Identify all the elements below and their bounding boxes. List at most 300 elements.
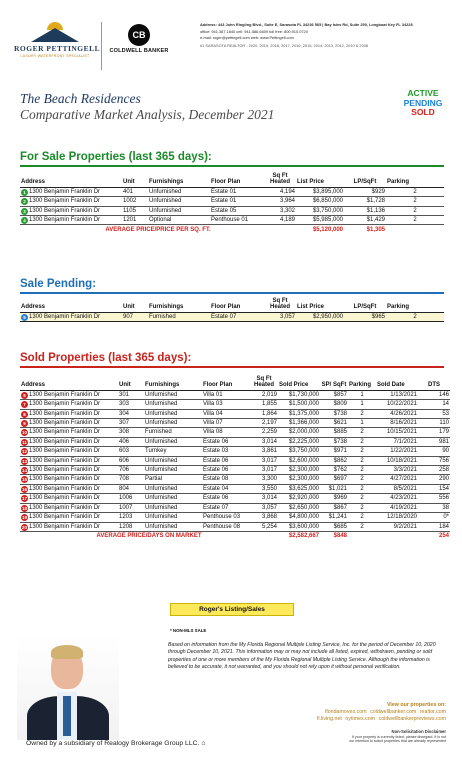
listing-number-badge: 4 [21, 217, 28, 224]
price-cell: $3,895,000 [296, 187, 344, 196]
parking-cell: 2 [348, 466, 376, 475]
site-link[interactable]: fl.living.net [316, 716, 342, 722]
col-header: Parking [386, 173, 444, 187]
col-header: Sq Ft Heated [264, 298, 296, 312]
floor-plan-cell: Estate 07 [202, 503, 250, 512]
unit-cell: 907 [122, 312, 148, 321]
page-subtitle: Comparative Market Analysis, December 2021 [20, 107, 275, 122]
sold-date-cell: 1/22/2021 [376, 447, 418, 456]
sold-date-cell: 8/5/2021 [376, 484, 418, 493]
price-per-sqft-cell: $738 [320, 437, 348, 446]
floor-plan-cell: Villa 04 [202, 409, 250, 418]
furnishings-cell: Turnkey [144, 447, 202, 456]
floor-plan-cell: Villa 01 [202, 390, 250, 399]
furnishings-cell: Unfurnished [148, 197, 210, 206]
address-text: 1300 Benjamin Franklin Dr [29, 188, 101, 195]
listing-number-badge: 11 [22, 439, 27, 445]
sold-date-cell: 3/3/2021 [376, 466, 418, 475]
table-row [20, 400, 450, 409]
col-header: List Price [296, 173, 344, 187]
unit-cell: 303 [118, 400, 144, 409]
listing-number-badge: 19 [21, 515, 27, 521]
col-header: DTS [418, 376, 450, 390]
days-to-sell-cell: 756 [418, 456, 450, 465]
price-cell: $3,625,000 [278, 484, 320, 493]
price-per-sqft-cell: $697 [320, 475, 348, 484]
sites-row [294, 709, 446, 716]
address-text: 1300 Benjamin Franklin Dr [29, 523, 101, 530]
address-text: 1300 Benjamin Franklin Dr [29, 429, 101, 436]
parking-cell: 1 [348, 419, 376, 428]
address-cell [20, 466, 118, 475]
listing-number-badge: 13 [21, 458, 27, 464]
sqft-cell: 3,014 [250, 437, 278, 446]
col-header: Sq Ft Heated [264, 173, 296, 187]
address-text: 1300 Benjamin Franklin Dr [29, 457, 101, 464]
table-row [20, 206, 444, 215]
days-to-sell-cell: 154 [418, 484, 450, 493]
price-cell: $1,730,000 [278, 390, 320, 399]
sold-rule [20, 366, 444, 368]
price-per-sqft-cell: $1,136 [344, 206, 386, 215]
price-cell: $2,650,000 [278, 503, 320, 512]
unit-cell: 804 [118, 484, 144, 493]
days-to-sell-cell: 14 [418, 400, 450, 409]
address-cell [20, 428, 118, 437]
unit-cell: 301 [118, 390, 144, 399]
listing-number-badge: 18 [21, 505, 27, 511]
unit-cell: 1208 [118, 522, 144, 531]
col-header: Furnishings [144, 376, 202, 390]
sqft-cell: 3,302 [264, 206, 296, 215]
furnishings-cell: Unfurnished [148, 187, 210, 196]
sold-heading: Sold Properties (last 365 days): [20, 352, 192, 364]
address-cell [20, 419, 118, 428]
sqft-cell: 3,017 [250, 466, 278, 475]
listing-number-badge: 2 [21, 198, 28, 205]
site-link[interactable]: coldwellbanker.com [370, 709, 417, 715]
unit-cell: 1203 [118, 513, 144, 522]
property-sites [294, 702, 446, 723]
sold-date-cell: 4/26/2021 [376, 409, 418, 418]
floor-plan-cell: Estate 06 [202, 466, 250, 475]
floor-plan-cell: Estate 05 [210, 206, 264, 215]
days-to-sell-cell: 981 [418, 437, 450, 446]
col-header: Parking [386, 298, 444, 312]
price-per-sqft-cell: $969 [320, 494, 348, 503]
table-row [20, 216, 444, 225]
legend-pending: PENDING [403, 97, 443, 108]
price-cell: $1,366,000 [278, 419, 320, 428]
price-per-sqft-cell: $1,241 [320, 513, 348, 522]
price-cell: $3,750,000 [296, 206, 344, 215]
price-cell: $2,000,000 [278, 428, 320, 437]
unit-cell: 1105 [122, 206, 148, 215]
address-text: 1300 Benjamin Franklin Dr [29, 420, 101, 427]
coldwell-banker-logo [106, 22, 172, 54]
address-text: 1300 Benjamin Franklin Dr [29, 495, 101, 502]
price-cell: $6,850,000 [296, 197, 344, 206]
furnishings-cell: Partial [144, 475, 202, 484]
furnishings-cell: Unfurnished [148, 206, 210, 215]
col-header: Unit [122, 173, 148, 187]
listing-number-badge: 9 [21, 420, 28, 427]
sqft-cell: 1,864 [250, 409, 278, 418]
site-link[interactable]: realtor.com [419, 709, 446, 715]
listing-number-badge: 20 [21, 524, 27, 530]
listing-number-badge: 3 [21, 208, 28, 215]
address-cell [20, 513, 118, 522]
sold-date-cell: 9/2/2021 [376, 522, 418, 531]
address-text: 1300 Benjamin Franklin Dr [29, 217, 101, 224]
cb-name: COLDWELL BANKER [109, 48, 169, 54]
col-header: Floor Plan [202, 376, 250, 390]
floor-plan-cell: Estate 06 [202, 494, 250, 503]
sold-date-cell: 10/18/2021 [376, 456, 418, 465]
days-to-sell-cell: 290 [418, 475, 450, 484]
sqft-cell: 2,197 [250, 419, 278, 428]
furnishings-cell: Unfurnished [144, 494, 202, 503]
average-label: AVERAGE PRICE/PRICE PER SQ. FT. [105, 226, 211, 233]
price-per-sqft-cell: $929 [344, 187, 386, 196]
cb-seal-icon: CB [128, 24, 150, 46]
furnishings-cell: Unfurnished [144, 484, 202, 493]
logo-divider [101, 22, 102, 70]
mountain-sun-icon [25, 22, 85, 42]
nsd-line: our intention to solicit properties that are already represented [349, 739, 446, 744]
address-text: 1300 Benjamin Franklin Dr [29, 207, 101, 214]
legend-sold: SOLD [411, 107, 435, 117]
listing-number-badge: 8 [21, 411, 28, 418]
ownership-note [26, 740, 205, 747]
col-header: Sold Date [376, 376, 418, 390]
table-row [20, 187, 444, 196]
price-per-sqft-cell: $885 [320, 428, 348, 437]
price-per-sqft-cell: $1,728 [344, 197, 386, 206]
furnishings-cell: Unfurnished [144, 522, 202, 531]
average-price: $2,582,667 [288, 533, 319, 540]
parking-cell: 2 [348, 437, 376, 446]
floor-plan-cell: Estate 08 [202, 475, 250, 484]
days-to-sell-cell: 110 [418, 419, 450, 428]
view-properties-heading: View our properties on: [386, 702, 446, 708]
for-sale-table [20, 173, 444, 234]
parking-cell: 2 [348, 513, 376, 522]
days-to-sell-cell: 146 [418, 390, 450, 399]
price-per-sqft-cell: $862 [320, 456, 348, 465]
listing-number-badge: 5 [21, 314, 28, 321]
days-to-sell-cell: 90 [418, 447, 450, 456]
average-label: AVERAGE PRICE/DAYS ON MARKET [96, 533, 202, 540]
price-per-sqft-cell: $738 [320, 409, 348, 418]
sqft-cell: 3,964 [264, 197, 296, 206]
unit-cell: 1006 [118, 494, 144, 503]
sold-date-cell: 1/13/2021 [376, 390, 418, 399]
furnishings-cell: Optional [148, 216, 210, 225]
parking-cell: 2 [348, 522, 376, 531]
price-cell: $2,950,000 [296, 312, 344, 321]
price-cell: $3,600,000 [278, 522, 320, 531]
col-header: Furnishings [148, 298, 210, 312]
furnishings-cell: Furnished [144, 428, 202, 437]
contact-block [200, 22, 458, 49]
floor-plan-cell: Estate 01 [210, 197, 264, 206]
floor-plan-cell: Penthouse 08 [202, 522, 250, 531]
furnishings-cell: Unfurnished [144, 503, 202, 512]
table-row [20, 522, 450, 531]
col-header: Floor Plan [210, 298, 264, 312]
unit-cell: 307 [118, 419, 144, 428]
address-cell [20, 197, 122, 206]
table-row [20, 428, 450, 437]
address-cell [20, 484, 118, 493]
price-per-sqft-cell: $857 [320, 390, 348, 399]
unit-cell: 606 [118, 456, 144, 465]
address-cell [20, 456, 118, 465]
sold-date-cell: 12/18/2020 [376, 513, 418, 522]
non-mls-note: * NON-MLS SALE [170, 628, 207, 633]
agent-photo [17, 634, 119, 740]
price-per-sqft-cell: $971 [320, 447, 348, 456]
parking-cell: 2 [386, 197, 444, 206]
furnishings-cell: Unfurnished [144, 419, 202, 428]
price-cell: $3,750,000 [278, 447, 320, 456]
sqft-cell: 3,550 [250, 484, 278, 493]
sqft-cell: 2,259 [250, 428, 278, 437]
page-title: The Beach Residences [20, 91, 141, 106]
address-cell [20, 216, 122, 225]
parking-cell: 2 [348, 484, 376, 493]
table-row [20, 484, 450, 493]
unit-cell: 1007 [118, 503, 144, 512]
col-header: Unit [122, 298, 148, 312]
furnishings-cell: Unfurnished [144, 409, 202, 418]
parking-cell: 2 [348, 447, 376, 456]
address-text: 1300 Benjamin Franklin Dr [29, 438, 101, 445]
table-row [20, 390, 450, 399]
unit-cell: 1201 [122, 216, 148, 225]
unit-cell: 308 [118, 428, 144, 437]
table-row [20, 494, 450, 503]
contact-address: Address: 443 John Ringling Blvd., Suite E, Sarasota FL 34236 565 | Bay Isles Rd, Suite 250, Longboat Key FL 34228 [200, 22, 413, 27]
col-header: LP/SqFt [344, 298, 386, 312]
sqft-cell: 2,019 [250, 390, 278, 399]
site-link[interactable]: coldwellbankerpreviews.com [378, 716, 446, 722]
parking-cell: 2 [348, 428, 376, 437]
listing-number-badge: 16 [21, 486, 27, 492]
furnishings-cell: Unfurnished [144, 400, 202, 409]
pending-table [20, 298, 444, 322]
roger-pettingell-logo [14, 22, 101, 58]
listing-number-badge: 14 [21, 468, 27, 474]
address-cell [20, 494, 118, 503]
address-text: 1300 Benjamin Franklin Dr [29, 485, 101, 492]
address-text: 1300 Benjamin Franklin Dr [29, 467, 101, 474]
non-solicitation-disclaimer [294, 730, 446, 744]
furnishings-cell: Furnished [148, 312, 210, 321]
table-header [20, 376, 450, 390]
listing-number-badge: 10 [21, 430, 27, 436]
parking-cell: 2 [348, 503, 376, 512]
average-days-to-sell: 254 [438, 533, 449, 540]
furnishings-cell: Unfurnished [144, 513, 202, 522]
sold-date-cell: 4/19/2021 [376, 503, 418, 512]
sold-date-cell: 10/22/2021 [376, 400, 418, 409]
average-row [20, 531, 450, 540]
col-header: Sold Price [278, 376, 320, 390]
floor-plan-cell: Estate 03 [202, 447, 250, 456]
average-row [20, 225, 444, 234]
address-text: 1300 Benjamin Franklin Dr [29, 401, 101, 408]
address-text: 1300 Benjamin Franklin Dr [29, 504, 101, 511]
average-price-per-sqft: $1,305 [366, 226, 385, 233]
days-to-sell-cell: 53 [418, 409, 450, 418]
table-row [20, 513, 450, 522]
col-header: Furnishings [148, 173, 210, 187]
unit-cell: 304 [118, 409, 144, 418]
col-header: Floor Plan [210, 173, 264, 187]
site-link[interactable]: nytimes.com [345, 716, 376, 722]
price-cell: $1,375,000 [278, 409, 320, 418]
price-cell: $2,600,000 [278, 456, 320, 465]
parking-cell: 2 [386, 206, 444, 215]
unit-cell: 708 [118, 475, 144, 484]
legend-active: ACTIVE [407, 88, 439, 98]
address-text: 1300 Benjamin Franklin Dr [29, 391, 101, 398]
address-text: 1300 Benjamin Franklin Dr [29, 313, 101, 320]
unit-cell: 706 [118, 466, 144, 475]
address-cell [20, 522, 118, 531]
table-row [20, 466, 450, 475]
address-cell [20, 437, 118, 446]
empty-cell [386, 225, 444, 234]
listing-number-badge: 1 [21, 189, 28, 196]
unit-cell: 401 [122, 187, 148, 196]
unit-cell: 406 [118, 437, 144, 446]
address-cell [20, 475, 118, 484]
floor-plan-cell: Villa 08 [202, 428, 250, 437]
brand-tagline: LUXURY WATERFRONT SPECIALIST [20, 54, 90, 58]
status-legend [398, 89, 448, 118]
unit-cell: 1002 [122, 197, 148, 206]
price-per-sqft-cell: $1,429 [344, 216, 386, 225]
sold-date-cell: 4/23/2021 [376, 494, 418, 503]
sqft-cell: 1,855 [250, 400, 278, 409]
address-text: 1300 Benjamin Franklin Dr [29, 410, 101, 417]
days-to-sell-cell: 258 [418, 466, 450, 475]
floor-plan-cell: Villa 07 [202, 419, 250, 428]
days-to-sell-cell: 179 [418, 428, 450, 437]
sqft-cell: 3,014 [250, 494, 278, 503]
listing-number-badge: 17 [21, 496, 27, 502]
table-row [20, 409, 450, 418]
col-header: LP/SqFt [344, 173, 386, 187]
site-link[interactable]: floridamoves.com [325, 709, 367, 715]
parking-cell: 2 [348, 456, 376, 465]
brand-name: ROGER PETTINGELL [14, 44, 101, 53]
price-cell: $4,800,000 [278, 513, 320, 522]
address-text: 1300 Benjamin Franklin Dr [29, 448, 101, 455]
table-row [20, 437, 450, 446]
address-cell [20, 503, 118, 512]
address-cell [20, 312, 122, 321]
price-cell: $1,500,000 [278, 400, 320, 409]
sqft-cell: 3,057 [264, 312, 296, 321]
address-cell [20, 187, 122, 196]
floor-plan-cell: Villa 03 [202, 400, 250, 409]
sqft-cell: 4,189 [264, 216, 296, 225]
price-per-sqft-cell: $621 [320, 419, 348, 428]
price-per-sqft-cell: $809 [320, 400, 348, 409]
days-to-sell-cell: 38 [418, 503, 450, 512]
days-to-sell-cell: 0* [418, 513, 450, 522]
for-sale-heading: For Sale Properties (last 365 days): [20, 151, 212, 163]
floor-plan-cell: Penthouse 03 [202, 513, 250, 522]
table-row [20, 456, 450, 465]
address-cell [20, 206, 122, 215]
sold-date-cell: 8/16/2021 [376, 419, 418, 428]
unit-cell: 603 [118, 447, 144, 456]
parking-cell: 2 [348, 409, 376, 418]
equal-housing-icon: ⌂ [201, 740, 206, 747]
table-row [20, 312, 444, 321]
price-per-sqft-cell: $1,021 [320, 484, 348, 493]
sold-table [20, 376, 450, 541]
col-header: Parking [348, 376, 376, 390]
sold-date-cell: 10/15/2021 [376, 428, 418, 437]
listing-number-badge: 12 [21, 449, 27, 455]
awards-line: #1 SARASOTA REALTOR - 2020, 2019, 2018, 2017, 2016, 2015, 2014, 2013, 2012, 2010 & 2008 [200, 42, 369, 48]
floor-plan-cell: Estate 06 [202, 456, 250, 465]
price-cell: $2,920,000 [278, 494, 320, 503]
col-header: Sq Ft Heated [250, 376, 278, 390]
furnishings-cell: Unfurnished [144, 466, 202, 475]
address-cell [20, 409, 118, 418]
listing-sales-label: Roger's Listing/Sales [170, 603, 294, 616]
contact-web: e-mail: roger@pettingell.com web: www.Pettingell.com [200, 35, 294, 41]
furnishings-cell: Unfurnished [144, 456, 202, 465]
address-cell [20, 390, 118, 399]
nsd-title: Non-Solicitation Disclaimer [391, 729, 446, 734]
days-to-sell-cell: 556 [418, 494, 450, 503]
address-cell [20, 400, 118, 409]
address-text: 1300 Benjamin Franklin Dr [29, 198, 101, 205]
listing-number-badge: 15 [21, 477, 27, 483]
col-header: Address [20, 298, 122, 312]
average-price: $5,120,000 [312, 226, 343, 233]
days-to-sell-cell: 184 [418, 522, 450, 531]
ownership-text: Owned by a subsidiary of Realogy Brokerage Group LLC. [26, 740, 200, 747]
table-row [20, 447, 450, 456]
col-header: SP/ SqFt [320, 376, 348, 390]
price-per-sqft-cell: $965 [344, 312, 386, 321]
floor-plan-cell: Estate 04 [202, 484, 250, 493]
empty-cell [348, 531, 376, 540]
floor-plan-cell: Estate 07 [210, 312, 264, 321]
empty-cell [376, 531, 418, 540]
table-header [20, 298, 444, 312]
table-row [20, 503, 450, 512]
sqft-cell: 3,057 [250, 503, 278, 512]
sold-date-cell: 4/27/2021 [376, 475, 418, 484]
parking-cell: 2 [386, 187, 444, 196]
furnishings-cell: Unfurnished [144, 437, 202, 446]
col-header: Address [20, 173, 122, 187]
listing-number-badge: 6 [21, 392, 28, 399]
sqft-cell: 3,300 [250, 475, 278, 484]
for-sale-rule [20, 165, 444, 167]
parking-cell: 2 [348, 494, 376, 503]
